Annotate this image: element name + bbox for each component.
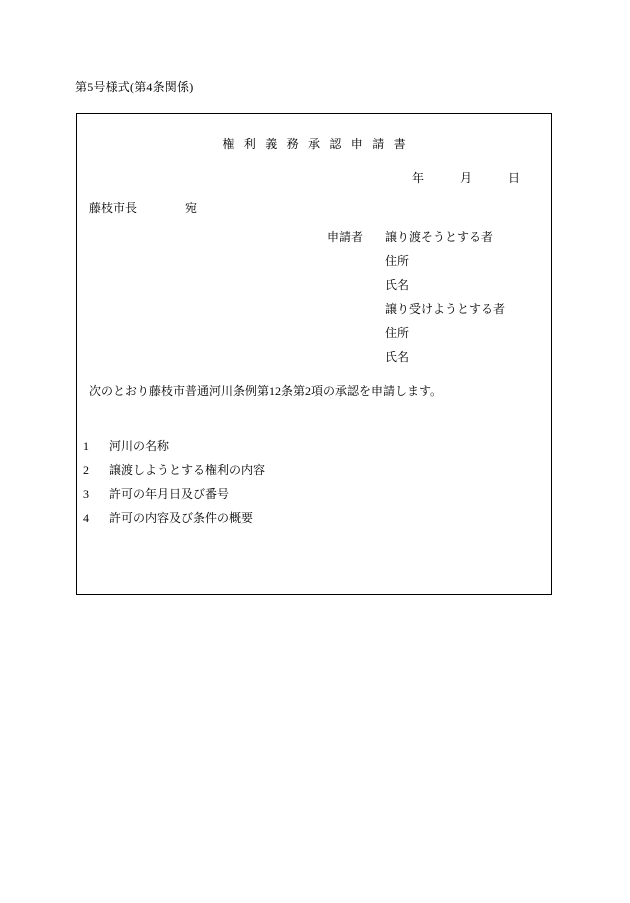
applicant-block xyxy=(327,225,505,369)
item-number: 2 xyxy=(83,463,89,477)
transferor-address-label: 住所 xyxy=(385,254,410,268)
list-item xyxy=(83,458,523,482)
items-list xyxy=(83,434,523,530)
transferor-address-row xyxy=(327,249,505,273)
item-label: 譲渡しようとする権利の内容 xyxy=(109,463,266,477)
application-statement: 次のとおり藤枝市普通河川条例第12条第2項の承認を申請します。 xyxy=(89,384,443,398)
list-item xyxy=(83,482,523,506)
item-label: 許可の年月日及び番号 xyxy=(109,487,230,501)
transferee-name-row xyxy=(327,345,505,369)
item-label: 許可の内容及び条件の概要 xyxy=(109,511,254,525)
transferor-name-label: 氏名 xyxy=(385,278,410,292)
list-item xyxy=(83,506,523,530)
applicant-label: 申請者 xyxy=(327,230,364,244)
date-line: 年 月 日 xyxy=(411,171,520,185)
applicant-transferor-row xyxy=(327,225,505,249)
transferee-label: 譲り受けようとする者 xyxy=(385,302,506,316)
list-item xyxy=(83,434,523,458)
item-number: 4 xyxy=(83,511,89,525)
document-title: 権 利 義 務 承 認 申 請 書 xyxy=(222,137,409,151)
transferee-name-label: 氏名 xyxy=(385,350,410,364)
transferee-address-label: 住所 xyxy=(385,326,410,340)
form-body-box xyxy=(76,113,552,595)
transferee-row xyxy=(327,297,505,321)
addressee-line: 藤枝市長 宛 xyxy=(89,201,198,215)
item-number: 3 xyxy=(83,487,89,501)
transferor-name-row xyxy=(327,273,505,297)
form-number: 第5号様式(第4条関係) xyxy=(75,80,194,94)
transferor-label: 譲り渡そうとする者 xyxy=(385,230,494,244)
transferee-address-row xyxy=(327,321,505,345)
item-label: 河川の名称 xyxy=(109,439,170,453)
item-number: 1 xyxy=(83,439,89,453)
